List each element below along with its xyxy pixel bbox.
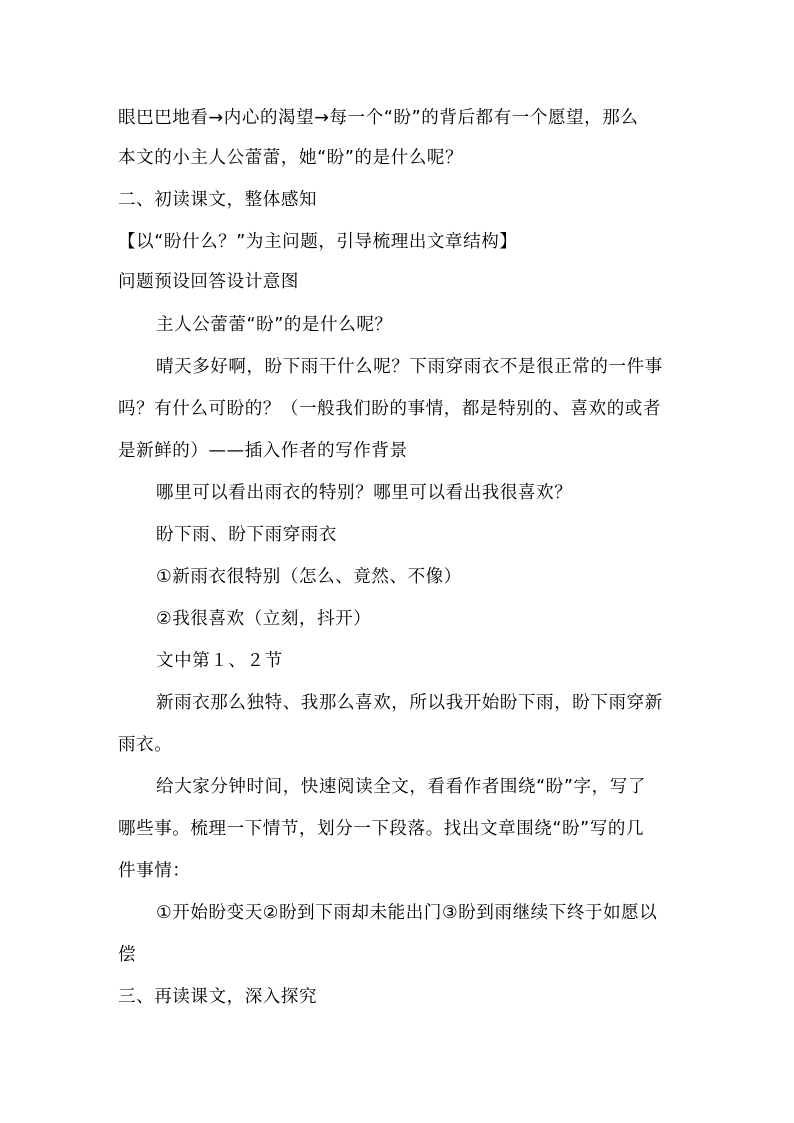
text-line: 盼下雨、盼下雨穿雨衣 xyxy=(156,525,337,545)
section-heading: 二、初读课文，整体感知 xyxy=(118,190,318,210)
text-line: 件事情： xyxy=(118,861,191,881)
text-line: 是新鲜的）——插入作者的写作背景 xyxy=(118,441,408,461)
text-line: 哪里可以看出雨衣的特别？哪里可以看出我很喜欢？ xyxy=(156,483,573,503)
text-line: ①新雨衣很特别（怎么、竟然、不像） xyxy=(156,567,462,587)
text-line: 新雨衣那么独特、我那么喜欢，所以我开始盼下雨，盼下雨穿新 xyxy=(156,693,663,713)
text-line: 【以“盼什么？”为主问题，引导梳理出文章结构】 xyxy=(118,232,518,252)
text-line: 文中第１、２节 xyxy=(156,651,283,671)
text-line: 晴天多好啊，盼下雨干什么呢？下雨穿雨衣不是很正常的一件事 xyxy=(156,357,663,377)
text-line: 哪些事。梳理一下情节，划分一下段落。找出文章围绕“盼”写的几 xyxy=(118,819,645,839)
section-heading: 三、再读课文，深入探究 xyxy=(118,987,318,1007)
text-line: ①开始盼变天②盼到下雨却未能出门③盼到雨继续下终于如愿以 xyxy=(156,903,658,923)
text-line: 本文的小主人公蕾蕾，她“盼”的是什么呢？ xyxy=(118,148,464,168)
text-line: 主人公蕾蕾“盼”的是什么呢？ xyxy=(156,315,393,335)
text-line: ②我很喜欢（立刻，抖开） xyxy=(156,609,372,629)
text-line: 偿 xyxy=(118,945,137,965)
text-line: 问题预设回答设计意图 xyxy=(118,272,299,292)
text-line: 眼巴巴地看→内心的渴望→每一个“盼”的背后都有一个愿望，那么 xyxy=(118,108,639,128)
text-line: 吗？有什么可盼的？（一般我们盼的事情，都是特别的、喜欢的或者 xyxy=(118,399,661,419)
text-line: 给大家分钟时间，快速阅读全文，看看作者围绕“盼”字，写了 xyxy=(156,777,646,797)
text-line: 雨衣。 xyxy=(118,735,173,755)
